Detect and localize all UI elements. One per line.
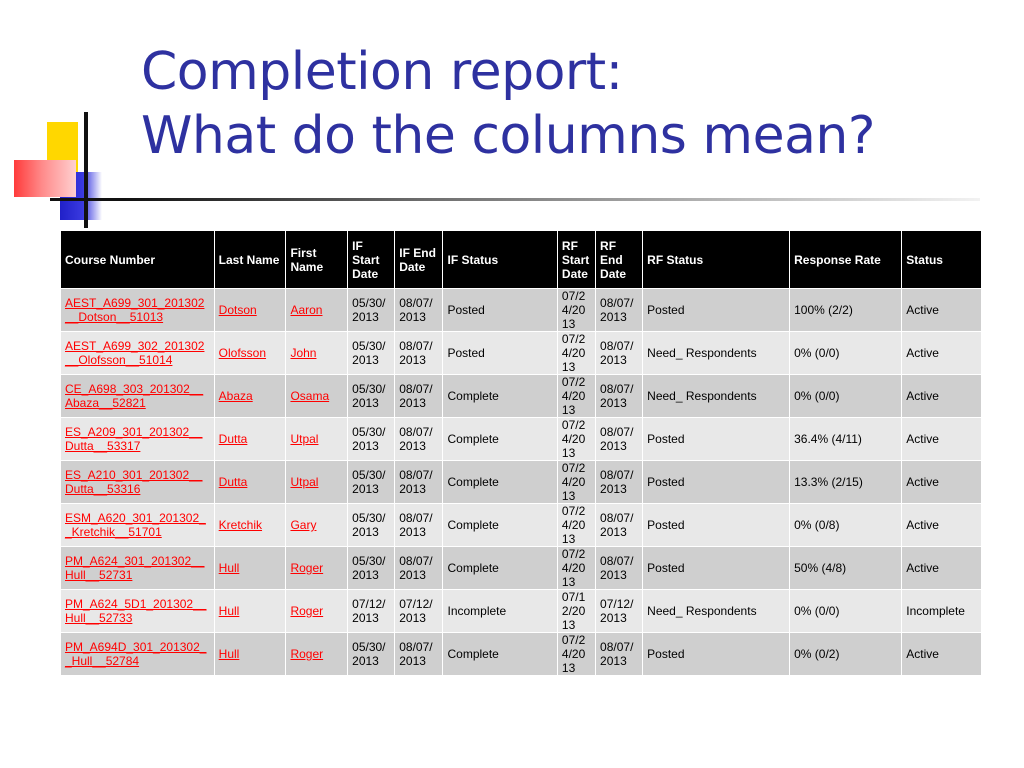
table-header-row [61, 231, 982, 289]
header-course-number: Course Number [61, 231, 215, 289]
if-start-date-cell: 05/30/2013 [348, 633, 395, 676]
title-underline-rule [50, 198, 980, 201]
rf-start-date-cell: 07/24/2013 [557, 289, 595, 332]
rf-end-date-cell: 08/07/2013 [596, 547, 643, 590]
slide-title-line-2: What do the columns mean? [141, 106, 875, 166]
header-if-start-date: IF Start Date [348, 231, 395, 289]
if-end-date-cell: 08/07/2013 [395, 633, 443, 676]
rf-status-cell: Posted [643, 461, 790, 504]
if-start-date-cell: 05/30/2013 [348, 418, 395, 461]
last-name-link[interactable]: Olofsson [218, 346, 267, 360]
if-status-cell: Complete [443, 547, 557, 590]
header-status: Status [902, 231, 982, 289]
status-cell: Incomplete [902, 590, 982, 633]
course-number-link[interactable]: ESM_A620_301_201302__Kretchik__51701 [65, 511, 206, 539]
table-row [61, 332, 982, 375]
rf-end-date-cell: 08/07/2013 [596, 633, 643, 676]
rf-end-date-cell: 08/07/2013 [596, 461, 643, 504]
if-start-date-cell: 05/30/2013 [348, 547, 395, 590]
response-rate-cell: 36.4% (4/11) [790, 418, 902, 461]
if-start-date-cell: 05/30/2013 [348, 504, 395, 547]
if-status-cell: Complete [443, 504, 557, 547]
response-rate-cell: 0% (0/0) [790, 332, 902, 375]
if-start-date-cell: 05/30/2013 [348, 375, 395, 418]
response-rate-cell: 13.3% (2/15) [790, 461, 902, 504]
if-start-date-cell: 05/30/2013 [348, 332, 395, 375]
if-end-date-cell: 08/07/2013 [395, 504, 443, 547]
rf-status-cell: Need_ Respondents [643, 375, 790, 418]
rf-start-date-cell: 07/24/2013 [557, 633, 595, 676]
table-row [61, 375, 982, 418]
if-status-cell: Incomplete [443, 590, 557, 633]
status-cell: Active [902, 332, 982, 375]
table-row [61, 461, 982, 504]
first-name-link[interactable]: John [290, 346, 317, 360]
first-name-link[interactable]: Roger [290, 561, 324, 575]
table-row [61, 590, 982, 633]
if-status-cell: Complete [443, 633, 557, 676]
if-end-date-cell: 07/12/2013 [395, 590, 443, 633]
header-response-rate: Response Rate [790, 231, 902, 289]
if-end-date-cell: 08/07/2013 [395, 289, 443, 332]
last-name-link[interactable]: Dutta [218, 432, 248, 446]
status-cell: Active [902, 461, 982, 504]
course-number-link[interactable]: PM_A694D_301_201302__Hull__52784 [65, 640, 207, 668]
course-number-link[interactable]: ES_A210_301_201302__Dutta__53316 [65, 468, 203, 496]
if-end-date-cell: 08/07/2013 [395, 461, 443, 504]
course-number-link[interactable]: AEST_A699_301_201302__Dotson__51013 [65, 296, 205, 324]
completion-report-table [60, 230, 982, 676]
header-rf-end-date: RF End Date [596, 231, 643, 289]
rf-status-cell: Posted [643, 289, 790, 332]
course-number-link[interactable]: ES_A209_301_201302__Dutta__53317 [65, 425, 203, 453]
if-start-date-cell: 07/12/2013 [348, 590, 395, 633]
course-number-link[interactable]: CE_A698_303_201302__Abaza__52821 [65, 382, 204, 410]
last-name-link[interactable]: Abaza [218, 389, 253, 403]
rf-status-cell: Posted [643, 547, 790, 590]
rf-start-date-cell: 07/24/2013 [557, 375, 595, 418]
if-status-cell: Complete [443, 418, 557, 461]
rf-start-date-cell: 07/12/2013 [557, 590, 595, 633]
vertical-rule-decoration [84, 112, 88, 228]
rf-end-date-cell: 08/07/2013 [596, 289, 643, 332]
course-number-link[interactable]: PM_A624_5D1_201302__Hull__52733 [65, 597, 207, 625]
rf-status-cell: Posted [643, 504, 790, 547]
first-name-link[interactable]: Roger [290, 647, 324, 661]
first-name-link[interactable]: Roger [290, 604, 324, 618]
first-name-link[interactable]: Utpal [290, 432, 319, 446]
if-status-cell: Complete [443, 461, 557, 504]
if-start-date-cell: 05/30/2013 [348, 289, 395, 332]
status-cell: Active [902, 418, 982, 461]
rf-status-cell: Posted [643, 418, 790, 461]
rf-start-date-cell: 07/24/2013 [557, 504, 595, 547]
rf-end-date-cell: 08/07/2013 [596, 504, 643, 547]
rf-start-date-cell: 07/24/2013 [557, 461, 595, 504]
status-cell: Active [902, 504, 982, 547]
table-row [61, 418, 982, 461]
rf-status-cell: Need_ Respondents [643, 590, 790, 633]
table-row [61, 633, 982, 676]
status-cell: Active [902, 547, 982, 590]
header-last-name: Last Name [214, 231, 286, 289]
table-row [61, 547, 982, 590]
if-status-cell: Posted [443, 289, 557, 332]
last-name-link[interactable]: Dutta [218, 475, 248, 489]
last-name-link[interactable]: Hull [218, 604, 240, 618]
rf-end-date-cell: 07/12/2013 [596, 590, 643, 633]
table-row [61, 289, 982, 332]
response-rate-cell: 0% (0/0) [790, 375, 902, 418]
first-name-link[interactable]: Aaron [290, 303, 323, 317]
last-name-link[interactable]: Hull [218, 647, 240, 661]
header-first-name: First Name [286, 231, 348, 289]
status-cell: Active [902, 375, 982, 418]
response-rate-cell: 100% (2/2) [790, 289, 902, 332]
rf-start-date-cell: 07/24/2013 [557, 418, 595, 461]
header-if-end-date: IF End Date [395, 231, 443, 289]
status-cell: Active [902, 633, 982, 676]
rf-status-cell: Posted [643, 633, 790, 676]
first-name-link[interactable]: Gary [290, 518, 317, 532]
rf-status-cell: Need_ Respondents [643, 332, 790, 375]
course-number-link[interactable]: PM_A624_301_201302__Hull__52731 [65, 554, 205, 582]
if-end-date-cell: 08/07/2013 [395, 547, 443, 590]
if-end-date-cell: 08/07/2013 [395, 418, 443, 461]
rf-end-date-cell: 08/07/2013 [596, 418, 643, 461]
course-number-link[interactable]: AEST_A699_302_201302__Olofsson__51014 [65, 339, 205, 367]
slide-title [141, 40, 991, 168]
if-end-date-cell: 08/07/2013 [395, 375, 443, 418]
response-rate-cell: 50% (4/8) [790, 547, 902, 590]
response-rate-cell: 0% (0/0) [790, 590, 902, 633]
first-name-link[interactable]: Osama [290, 389, 330, 403]
response-rate-cell: 0% (0/2) [790, 633, 902, 676]
last-name-link[interactable]: Hull [218, 561, 240, 575]
if-start-date-cell: 05/30/2013 [348, 461, 395, 504]
header-if-status: IF Status [443, 231, 557, 289]
header-rf-status: RF Status [643, 231, 790, 289]
table-row [61, 504, 982, 547]
slide-logo-graphic [0, 0, 140, 240]
rf-end-date-cell: 08/07/2013 [596, 375, 643, 418]
first-name-link[interactable]: Utpal [290, 475, 319, 489]
header-rf-start-date: RF Start Date [557, 231, 595, 289]
slide-title-line-1: Completion report: [141, 42, 623, 102]
rf-start-date-cell: 07/24/2013 [557, 332, 595, 375]
if-end-date-cell: 08/07/2013 [395, 332, 443, 375]
last-name-link[interactable]: Dotson [218, 303, 257, 317]
rf-end-date-cell: 08/07/2013 [596, 332, 643, 375]
red-square-decoration [14, 160, 76, 197]
rf-start-date-cell: 07/24/2013 [557, 547, 595, 590]
status-cell: Active [902, 289, 982, 332]
response-rate-cell: 0% (0/8) [790, 504, 902, 547]
if-status-cell: Complete [443, 375, 557, 418]
if-status-cell: Posted [443, 332, 557, 375]
last-name-link[interactable]: Kretchik [218, 518, 263, 532]
